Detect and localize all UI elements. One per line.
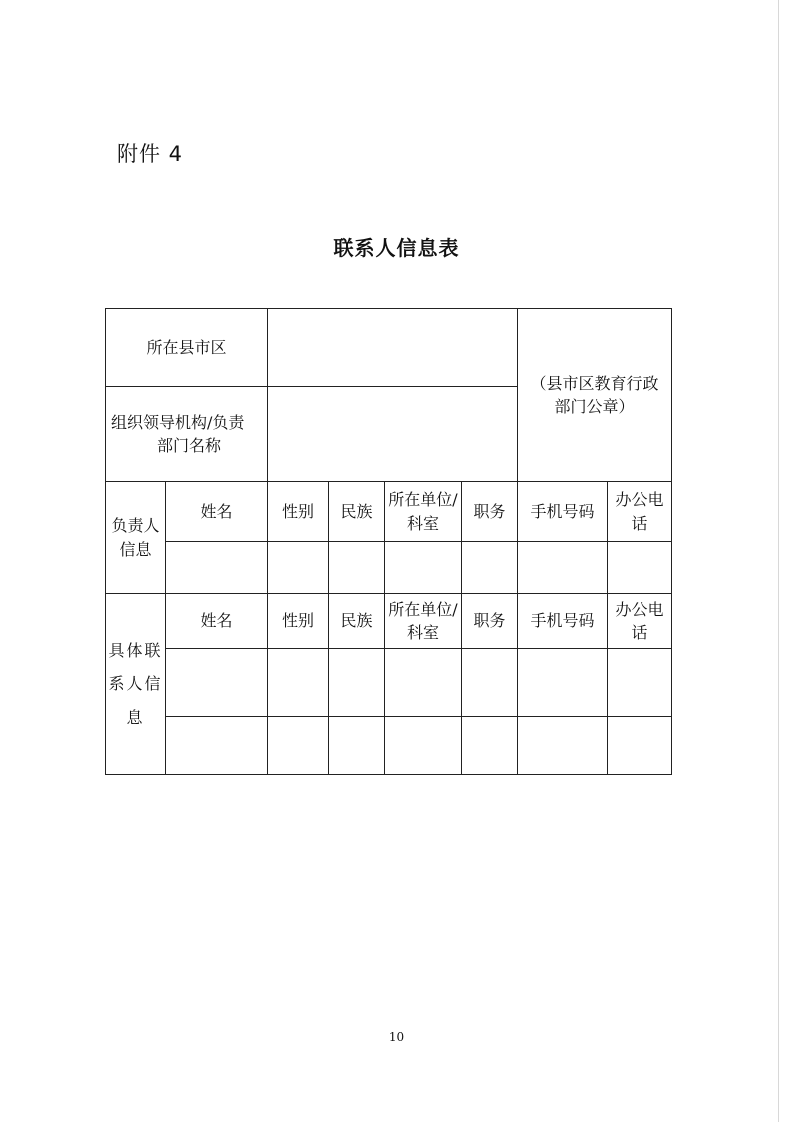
responsible-header-position: 职务 bbox=[462, 482, 518, 542]
seal-line-1: （县市区教育行政 bbox=[530, 373, 659, 393]
contact-office-phone-cell[interactable] bbox=[608, 649, 672, 717]
contact-header-unit bbox=[385, 594, 462, 649]
contact-group-line-1: 具体联 bbox=[108, 640, 163, 660]
contact-group-line-3: 息 bbox=[126, 707, 145, 727]
responsible-position-cell[interactable] bbox=[462, 542, 518, 594]
contact-header-office-phone: 办公电话 bbox=[608, 594, 672, 649]
org-label-line-2: 部门名称 bbox=[156, 436, 221, 455]
contact-group-line-2: 系人信 bbox=[108, 674, 163, 694]
responsible-name-cell[interactable] bbox=[166, 542, 268, 594]
contact-header-ethnicity: 民族 bbox=[329, 594, 385, 649]
responsible-mobile-cell[interactable] bbox=[518, 542, 608, 594]
page-title: 联系人信息表 bbox=[333, 236, 460, 260]
responsible-office-phone-cell[interactable] bbox=[608, 542, 672, 594]
responsible-header-mobile: 手机号码 bbox=[518, 482, 608, 542]
responsible-header-office-phone: 办公电话 bbox=[608, 482, 672, 542]
contact-header-unit-line-1: 所在单位/ bbox=[388, 599, 458, 619]
responsible-header-gender: 性别 bbox=[268, 482, 329, 542]
seal-cell bbox=[518, 309, 672, 482]
page-edge bbox=[778, 0, 779, 1122]
contact-office-phone-cell[interactable] bbox=[608, 717, 672, 775]
contact-name-cell[interactable] bbox=[166, 649, 268, 717]
contact-ethnicity-cell[interactable] bbox=[329, 717, 385, 775]
responsible-data-row bbox=[106, 542, 672, 594]
responsible-ethnicity-cell[interactable] bbox=[329, 542, 385, 594]
org-value-cell[interactable] bbox=[268, 387, 518, 482]
contact-unit-cell[interactable] bbox=[385, 717, 462, 775]
responsible-header-name: 姓名 bbox=[166, 482, 268, 542]
responsible-group-line-2: 信息 bbox=[119, 539, 152, 559]
contact-mobile-cell[interactable] bbox=[518, 717, 608, 775]
org-label-line-1: 组织领导机构/负责 bbox=[111, 412, 245, 432]
contact-group-cell bbox=[106, 594, 166, 775]
responsible-gender-cell[interactable] bbox=[268, 542, 329, 594]
contact-gender-cell[interactable] bbox=[268, 717, 329, 775]
county-label-cell bbox=[106, 309, 268, 387]
contact-ethnicity-cell[interactable] bbox=[329, 649, 385, 717]
responsible-unit-cell[interactable] bbox=[385, 542, 462, 594]
contact-info-table bbox=[105, 308, 672, 775]
contact-unit-cell[interactable] bbox=[385, 649, 462, 717]
contact-data-row bbox=[106, 717, 672, 775]
county-label: 所在县市区 bbox=[146, 337, 227, 357]
county-value-cell[interactable] bbox=[268, 309, 518, 387]
contact-header-unit-line-2: 科室 bbox=[406, 623, 439, 642]
responsible-header-ethnicity: 民族 bbox=[329, 482, 385, 542]
contact-gender-cell[interactable] bbox=[268, 649, 329, 717]
contact-header-mobile: 手机号码 bbox=[518, 594, 608, 649]
responsible-header-unit-line-2: 科室 bbox=[406, 513, 439, 533]
responsible-group-line-1: 负责人 bbox=[111, 516, 160, 536]
contact-name-cell[interactable] bbox=[166, 717, 268, 775]
contact-position-cell[interactable] bbox=[462, 649, 518, 717]
attachment-label: 附件 4 bbox=[117, 142, 184, 166]
page-number: 10 bbox=[388, 1030, 405, 1044]
responsible-group-cell bbox=[106, 482, 166, 594]
contact-data-row bbox=[106, 649, 672, 717]
org-label-cell bbox=[106, 387, 268, 482]
contact-header-gender: 性别 bbox=[268, 594, 329, 649]
contact-header-name: 姓名 bbox=[166, 594, 268, 649]
contact-position-cell[interactable] bbox=[462, 717, 518, 775]
responsible-header-unit-line-1: 所在单位/ bbox=[388, 490, 458, 510]
responsible-header-unit bbox=[385, 482, 462, 542]
contact-mobile-cell[interactable] bbox=[518, 649, 608, 717]
seal-line-2: 部门公章） bbox=[554, 397, 635, 416]
contact-header-position: 职务 bbox=[462, 594, 518, 649]
